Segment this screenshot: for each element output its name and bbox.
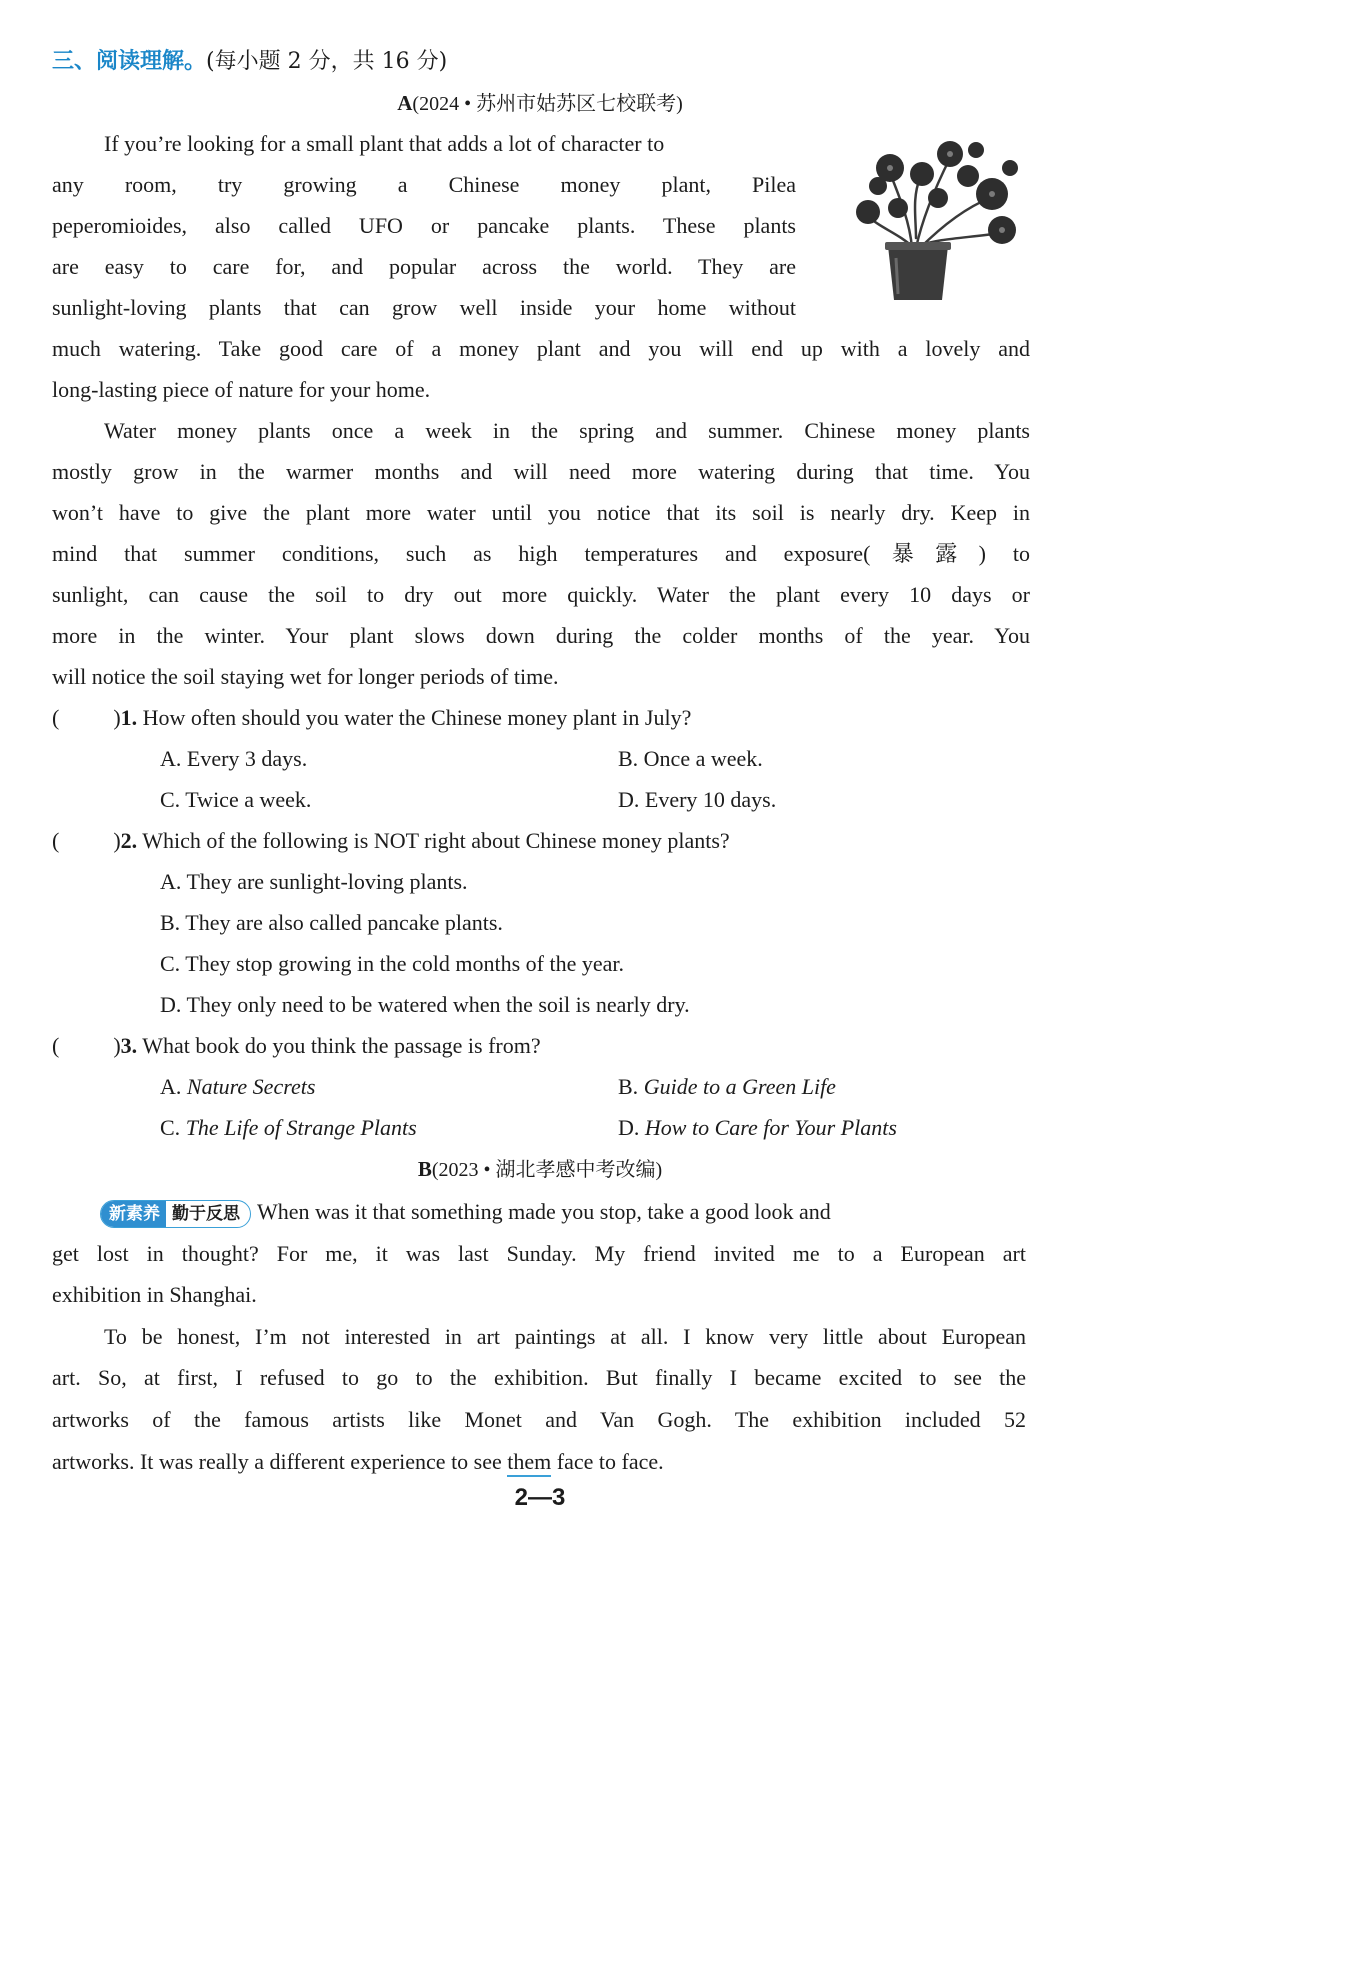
passage-a-line-12: sunlight, can cause the soil to dry out more quickly. Water the plant every 10 days or [52,582,1030,607]
badge-secondary: 勤于反思 [172,1203,240,1224]
option-letter: D. [618,1115,640,1140]
answer-bracket-open: ( [52,828,60,853]
option-title: How to Care for Your Plants [644,1115,897,1140]
option-title: The Life of Strange Plants [185,1115,417,1140]
q1-option-c[interactable]: C. Twice a week. [160,787,312,812]
option-letter: C. [160,1115,181,1140]
page-number: 2—3 [514,1484,566,1511]
passage-b-heading [0,1152,1080,1187]
passage-b-last-before: artworks. It was really a different experience to see [52,1449,508,1474]
passage-b-line-3: exhibition in Shanghai. [52,1282,257,1307]
passage-a-line-3: peperomioides, also called UFO or pancake plants. These plants [52,213,796,238]
q3-option-a[interactable] [160,1066,315,1107]
option-letter: A. [160,1074,182,1099]
passage-a-line-14: will notice the soil staying wet for longer periods of time. [52,664,559,689]
literacy-badge [100,1200,251,1228]
passage-b-line-2: get lost in thought? For me, it was last Sunday. My friend invited me to a European art [52,1241,1026,1266]
q3-option-d[interactable] [618,1107,897,1148]
passage-a-source: (2024 • 苏州市姑苏区七校联考) [412,93,683,115]
passage-b-line-1 [100,1191,1026,1232]
q2-option-c[interactable]: C. They stop growing in the cold months of the year. [160,951,624,976]
q3-option-b[interactable] [618,1066,836,1107]
passage-a-letter: A [397,91,413,115]
question-number: 1. [120,705,138,730]
option-title: Guide to a Green Life [643,1074,836,1099]
passage-a-line-8: Water money plants once a week in the spring and summer. Chinese money plants [104,418,1030,443]
underlined-word: them [507,1449,551,1477]
question-3 [52,1025,541,1066]
question-number: 2. [120,828,138,853]
q2-option-d[interactable]: D. They only need to be watered when the soil is nearly dry. [160,992,690,1017]
q2-option-b[interactable]: B. They are also called pancake plants. [160,910,503,935]
passage-a-line-2: any room, try growing a Chinese money plant, Pilea [52,172,796,197]
passage-a-line-11: mind that summer conditions, such as high temperatures and exposure(暴露) to [52,541,1030,566]
question-1 [52,697,691,738]
passage-a-line-13: more in the winter. Your plant slows down during the colder months of the year. You [52,623,1030,648]
section-title [52,42,447,81]
passage-a-line-6: much watering. Take good care of a money plant and you will end up with a lovely and [52,336,1030,361]
passage-b-line-7 [52,1441,664,1482]
answer-bracket-open: ( [52,1033,60,1058]
question-number: 3. [120,1033,138,1058]
section-note: (每小题 2 分，共 16 分) [206,49,448,74]
passage-b-line-4: To be honest, I’m not interested in art paintings at all. I know very little about European [104,1324,1026,1349]
question-text: Which of the following is NOT right about Chinese money plants? [142,828,730,853]
passage-a-line-10: won’t have to give the plant more water until you notice that its soil is nearly dry. Keep in [52,500,1030,525]
q1-option-d[interactable]: D. Every 10 days. [618,787,777,812]
passage-b-letter: B [417,1157,432,1181]
answer-bracket-close: ) [113,828,121,853]
passage-b-first-line-text: When was it that something made you stop, take a good look and [257,1199,831,1224]
passage-b-line-6: artworks of the famous artists like Monet and Van Gogh. The exhibition included 52 [52,1407,1026,1432]
passage-b-line-5: art. So, at first, I refused to go to the exhibition. But finally I became excited to see the [52,1365,1026,1390]
question-2 [52,820,730,861]
potted-money-plant-illustration [850,128,1030,306]
question-text: How often should you water the Chinese money plant in July? [142,705,692,730]
passage-a-line-7: long-lasting piece of nature for your home. [52,377,431,402]
answer-bracket-close: ) [113,705,121,730]
question-text: What book do you think the passage is from? [142,1033,541,1058]
passage-a-line-5: sunlight-loving plants that can grow well inside your home without [52,295,796,320]
answer-bracket-open: ( [52,705,60,730]
passage-a-line-4: are easy to care for, and popular across the world. They are [52,254,796,279]
section-label: 三、阅读理解。 [52,49,207,74]
q1-option-b[interactable]: B. Once a week. [618,746,763,771]
passage-a-line-9: mostly grow in the warmer months and will need more watering during that time. You [52,459,1030,484]
q3-option-c[interactable] [160,1107,417,1148]
q1-option-a[interactable]: A. Every 3 days. [160,746,308,771]
passage-a-heading [0,86,1080,121]
badge-primary: 新素养 [101,1201,166,1227]
option-title: Nature Secrets [186,1074,316,1099]
passage-b-last-after: face to face. [551,1449,664,1474]
q2-option-a[interactable]: A. They are sunlight-loving plants. [160,869,468,894]
answer-bracket-close: ) [113,1033,121,1058]
passage-b-source: (2023 • 湖北孝感中考改编) [431,1159,663,1181]
option-letter: B. [618,1074,639,1099]
passage-a-line-1: If you’re looking for a small plant that adds a lot of character to [104,131,665,156]
